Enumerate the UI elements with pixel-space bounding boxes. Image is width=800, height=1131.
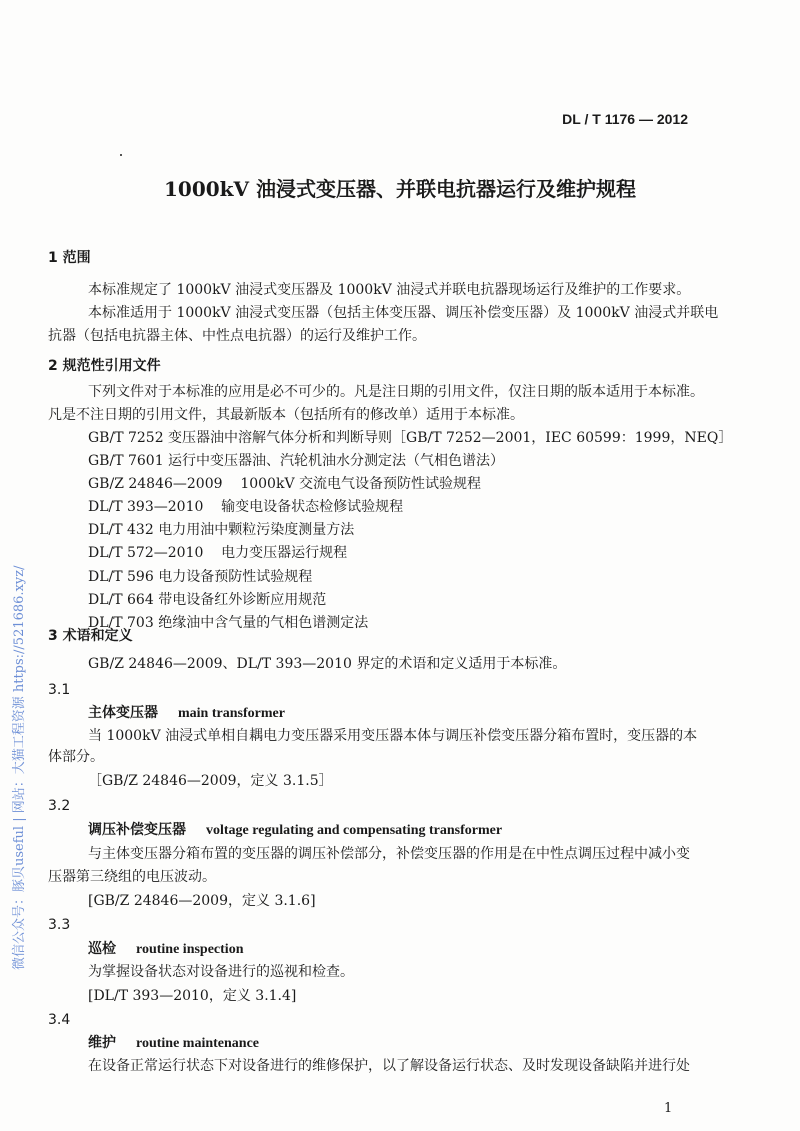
paragraph: 凡是不注日期的引用文件，其最新版本（包括所有的修改单）适用于本标准。: [48, 407, 524, 423]
term-en: routine inspection: [136, 942, 244, 957]
watermark: 微信公众号：豚贝useful | 网站：大猫工程资源 https://521686.xyz/: [12, 565, 27, 970]
scan-speck: [120, 154, 122, 156]
term-number: 3.2: [48, 798, 71, 814]
term-definition: 体部分。: [48, 749, 104, 765]
paragraph: 下列文件对于本标准的应用是必不可少的。凡是注日期的引用文件，仅注日期的版本适用于本标准。: [88, 384, 704, 400]
reference-item: GB/Z 24846—2009 1000kV 交流电气设备预防性试验规程: [88, 476, 482, 492]
term-definition: 为掌握设备状态对设备进行的巡视和检查。: [88, 964, 354, 980]
page-number: 1: [664, 1101, 673, 1116]
section-3-heading: 3 术语和定义: [48, 628, 133, 644]
reference-item: GB/T 7601 运行中变压器油、汽轮机油水分测定法（气相色谱法）: [88, 453, 505, 469]
paragraph: 本标准规定了 1000kV 油浸式变压器及 1000kV 油浸式并联电抗器现场运行及维护的工作要求。: [88, 282, 691, 298]
term-source: [GB/Z 24846—2009，定义 3.1.6]: [88, 893, 316, 909]
term-title: [88, 1034, 259, 1053]
term-en: voltage regulating and compensating transformer: [206, 823, 503, 838]
document-code: DL / T 1176 — 2012: [562, 111, 688, 127]
term-title: [88, 940, 243, 959]
section-2-heading: 2 规范性引用文件: [48, 358, 161, 374]
term-zh: 调压补偿变压器: [88, 822, 186, 838]
section-1-heading: 1 范围: [48, 250, 91, 266]
reference-item: DL/T 572—2010 电力变压器运行规程: [88, 545, 348, 561]
term-zh: 主体变压器: [88, 705, 158, 721]
term-title: [88, 704, 285, 723]
term-definition: 在设备正常运行状态下对设备进行的维修保护，以了解设备运行状态、及时发现设备缺陷并进行处: [88, 1058, 690, 1074]
term-number: 3.1: [48, 682, 71, 698]
reference-item: DL/T 664 带电设备红外诊断应用规范: [88, 592, 327, 608]
term-number: 3.4: [48, 1012, 71, 1028]
term-number: 3.3: [48, 917, 71, 933]
term-zh: 巡检: [88, 941, 116, 957]
reference-item: DL/T 393—2010 输变电设备状态检修试验规程: [88, 499, 404, 515]
term-title: [88, 821, 502, 840]
term-source: ［GB/Z 24846—2009，定义 3.1.5］: [88, 773, 333, 789]
term-definition: 当 1000kV 油浸式单相自耦电力变压器采用变压器本体与调压补偿变压器分箱布置时，变压器的本: [88, 728, 698, 744]
term-en: routine maintenance: [136, 1036, 260, 1051]
paragraph: 本标准适用于 1000kV 油浸式变压器（包括主体变压器、调压补偿变压器）及 1000kV 油浸式并联电: [88, 305, 719, 321]
reference-item: DL/T 432 电力用油中颗粒污染度测量方法: [88, 522, 355, 538]
term-definition: 与主体变压器分箱布置的变压器的调压补偿部分，补偿变压器的作用是在中性点调压过程中减小变: [88, 846, 690, 862]
term-zh: 维护: [88, 1035, 116, 1051]
term-source: [DL/T 393—2010，定义 3.1.4]: [88, 988, 297, 1004]
reference-item: DL/T 703 绝缘油中含气量的气相色谱测定法: [88, 615, 369, 631]
term-definition: 压器第三绕组的电压波动。: [48, 869, 216, 885]
reference-item: GB/T 7252 变压器油中溶解气体分析和判断导则［GB/T 7252—2001，IEC 60599：1999，NEQ］: [88, 430, 733, 446]
reference-item: DL/T 596 电力设备预防性试验规程: [88, 569, 313, 585]
paragraph: 抗器（包括电抗器主体、中性点电抗器）的运行及维护工作。: [48, 328, 426, 344]
page-title: 1000kV 油浸式变压器、并联电抗器运行及维护规程: [163, 177, 636, 201]
term-en: main transformer: [178, 706, 285, 721]
paragraph: GB/Z 24846—2009、DL/T 393—2010 界定的术语和定义适用于本标准。: [88, 656, 567, 672]
